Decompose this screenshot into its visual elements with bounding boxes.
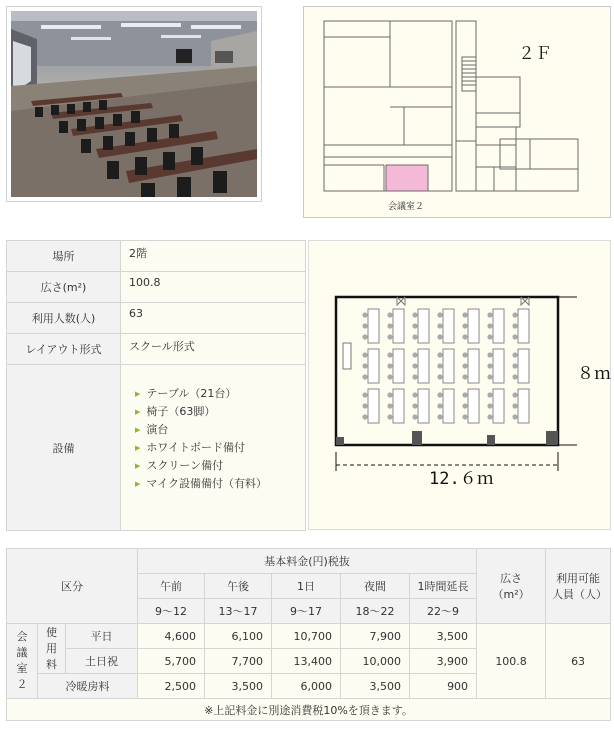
price-cell: 6,100	[205, 624, 272, 649]
plan-table	[443, 349, 454, 383]
equipment-item: ホワイトボード備付	[146, 441, 246, 454]
plan-chair	[387, 334, 392, 339]
plan-table	[493, 349, 504, 383]
plan-chair	[362, 363, 367, 368]
column-time: 18〜22	[341, 599, 410, 624]
list-item	[135, 421, 297, 439]
tax-note: ※上記料金に別途消費税10%を頂きます。	[7, 699, 611, 721]
price-cell: 7,900	[341, 624, 410, 649]
plan-chair	[387, 312, 392, 317]
plan-chair	[487, 334, 492, 339]
plan-table	[443, 309, 454, 343]
price-header-row	[7, 549, 611, 574]
plan-chair	[512, 403, 517, 408]
triangle-bullet-icon: ▶	[135, 444, 141, 452]
info-row-layout	[7, 334, 306, 365]
plan-chair	[512, 374, 517, 379]
info-label: レイアウト形式	[7, 334, 121, 365]
plan-table	[393, 349, 404, 383]
price-cell: 5,700	[138, 649, 205, 674]
layout-plan-drawing	[309, 241, 612, 531]
capacity-value: 63	[546, 624, 611, 699]
info-row-capacity	[7, 303, 306, 334]
category-header: 区分	[7, 549, 138, 624]
price-table	[6, 548, 611, 721]
info-label: 設備	[7, 365, 121, 531]
plan-chair	[462, 334, 467, 339]
layout-plan	[308, 240, 611, 530]
equipment-item: マイク設備備付（有料）	[146, 477, 267, 490]
plan-chair	[437, 334, 442, 339]
plan-chair	[512, 392, 517, 397]
price-cell: 900	[410, 674, 477, 699]
plan-chair	[362, 312, 367, 317]
plan-table	[518, 349, 529, 383]
price-note-row	[7, 699, 611, 721]
plan-table	[418, 349, 429, 383]
list-item	[135, 403, 297, 421]
plan-table	[393, 309, 404, 343]
plan-chair	[487, 392, 492, 397]
plan-chair	[362, 352, 367, 357]
column-time: 22〜9	[410, 599, 477, 624]
plan-table	[468, 349, 479, 383]
plan-chair	[462, 374, 467, 379]
info-value: 2階	[121, 241, 306, 272]
column-name: 1時間延長	[410, 574, 477, 599]
triangle-bullet-icon: ▶	[135, 462, 141, 470]
plan-table	[468, 309, 479, 343]
usage-label-cell: 使用料	[38, 624, 66, 674]
plan-chair	[437, 414, 442, 419]
plan-chair	[387, 403, 392, 408]
plan-chair	[387, 363, 392, 368]
price-row-weekday	[7, 624, 611, 649]
plan-chair	[412, 334, 417, 339]
plan-chair	[512, 312, 517, 317]
equipment-item: 椅子（63脚）	[146, 405, 216, 418]
floor-map	[303, 6, 611, 218]
base-fee-header: 基本料金(円)税抜	[138, 549, 477, 574]
plan-chair	[412, 312, 417, 317]
plan-table	[518, 389, 529, 423]
price-cell: 13,400	[272, 649, 341, 674]
info-value: 100.8	[121, 272, 306, 303]
price-cell: 6,000	[272, 674, 341, 699]
plan-chair	[362, 414, 367, 419]
row-label: 冷暖房料	[38, 674, 138, 699]
plan-table	[418, 309, 429, 343]
plan-chair	[412, 352, 417, 357]
triangle-bullet-icon: ▶	[135, 426, 141, 434]
info-value: 63	[121, 303, 306, 334]
area-value: 100.8	[477, 624, 546, 699]
plan-height-label: ８ｍ	[577, 364, 611, 384]
plan-chair	[512, 323, 517, 328]
plan-chair	[462, 414, 467, 419]
price-cell: 10,000	[341, 649, 410, 674]
equipment-list	[129, 369, 297, 493]
price-cell: 3,500	[341, 674, 410, 699]
info-value: スクール形式	[121, 334, 306, 365]
plan-chair	[487, 352, 492, 357]
triangle-bullet-icon: ▶	[135, 480, 141, 488]
equipment-item: テーブル（21台）	[146, 387, 237, 400]
triangle-bullet-icon: ▶	[135, 408, 141, 416]
plan-chair	[362, 334, 367, 339]
plan-table	[368, 389, 379, 423]
plan-chair	[487, 363, 492, 368]
list-item	[135, 475, 297, 493]
plan-chair	[462, 352, 467, 357]
plan-chair	[412, 363, 417, 368]
price-cell: 10,700	[272, 624, 341, 649]
info-row-location	[7, 241, 306, 272]
price-cell: 3,500	[205, 674, 272, 699]
column-name: 午前	[138, 574, 205, 599]
list-item	[135, 439, 297, 457]
equipment-item: スクリーン備付	[146, 459, 224, 472]
plan-chair	[362, 323, 367, 328]
plan-chair	[412, 323, 417, 328]
info-row-area	[7, 272, 306, 303]
plan-chair	[387, 392, 392, 397]
area-header	[477, 549, 546, 624]
area-header-label: 広さ	[500, 572, 523, 585]
plan-chair	[487, 403, 492, 408]
price-cell: 3,500	[410, 624, 477, 649]
plan-chair	[362, 403, 367, 408]
plan-chair	[437, 392, 442, 397]
plan-chair	[487, 374, 492, 379]
plan-chair	[487, 323, 492, 328]
price-cell: 7,700	[205, 649, 272, 674]
plan-table	[368, 309, 379, 343]
row-label: 平日	[66, 624, 138, 649]
plan-table	[493, 389, 504, 423]
plan-table	[418, 389, 429, 423]
price-cell: 2,500	[138, 674, 205, 699]
plan-width-label: 12.６ｍ	[429, 469, 494, 489]
equipment-item: 演台	[146, 423, 169, 436]
plan-chair	[412, 403, 417, 408]
room-label-cell: 会議室２	[7, 624, 38, 699]
column-name: 1日	[272, 574, 341, 599]
list-item	[135, 385, 297, 403]
column-name: 午後	[205, 574, 272, 599]
area-header-unit: （m²）	[492, 588, 530, 601]
plan-table	[493, 309, 504, 343]
info-label: 利用人数(人)	[7, 303, 121, 334]
price-cell: 3,900	[410, 649, 477, 674]
plan-chair	[437, 352, 442, 357]
plan-chair	[387, 352, 392, 357]
plan-table	[518, 309, 529, 343]
plan-chair	[462, 312, 467, 317]
triangle-bullet-icon: ▶	[135, 390, 141, 398]
plan-chair	[362, 374, 367, 379]
plan-chair	[512, 414, 517, 419]
plan-chair	[462, 363, 467, 368]
plan-chair	[387, 414, 392, 419]
plan-chair	[487, 312, 492, 317]
room-label: 会議室２	[388, 202, 425, 212]
plan-chair	[437, 403, 442, 408]
plan-table	[443, 389, 454, 423]
row-label: 土日祝	[66, 649, 138, 674]
plan-chair	[462, 403, 467, 408]
column-time: 13〜17	[205, 599, 272, 624]
plan-chair	[512, 363, 517, 368]
plan-chair	[412, 414, 417, 419]
column-name: 夜間	[341, 574, 410, 599]
room-photo	[6, 6, 262, 202]
plan-chair	[462, 392, 467, 397]
floor-label: ２Ｆ	[518, 44, 552, 64]
plan-chair	[437, 374, 442, 379]
capacity-header: 利用可能人員（人）	[546, 549, 611, 624]
info-row-equipment	[7, 365, 306, 531]
room-info-table	[6, 240, 306, 531]
plan-chair	[412, 374, 417, 379]
plan-chair	[512, 334, 517, 339]
price-cell: 4,600	[138, 624, 205, 649]
column-time: 9〜12	[138, 599, 205, 624]
info-label: 広さ(m²)	[7, 272, 121, 303]
plan-chair	[437, 323, 442, 328]
plan-chair	[437, 363, 442, 368]
plan-chair	[437, 312, 442, 317]
plan-chair	[487, 414, 492, 419]
plan-chair	[512, 352, 517, 357]
plan-chair	[412, 392, 417, 397]
photo-illustration	[11, 11, 257, 197]
info-label: 場所	[7, 241, 121, 272]
equipment-cell	[121, 365, 306, 531]
column-time: 9〜17	[272, 599, 341, 624]
plan-table	[393, 389, 404, 423]
plan-chair	[387, 323, 392, 328]
plan-table	[468, 389, 479, 423]
floor-map-drawing	[304, 7, 612, 219]
plan-chair	[362, 392, 367, 397]
room-photo-image	[11, 11, 257, 197]
plan-chair	[387, 374, 392, 379]
plan-table	[368, 349, 379, 383]
plan-chair	[462, 323, 467, 328]
list-item	[135, 457, 297, 475]
